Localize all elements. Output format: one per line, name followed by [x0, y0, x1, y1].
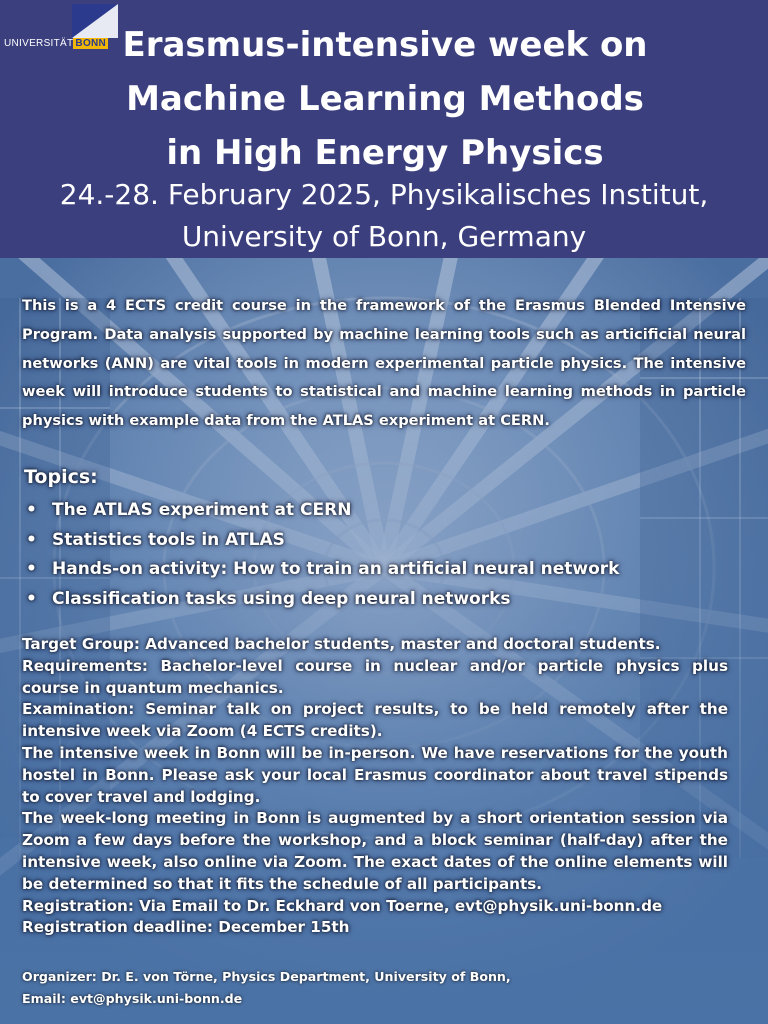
topic-item — [24, 555, 748, 585]
poster-content — [0, 258, 768, 1024]
examination: Examination: Seminar talk on project results, to be held remotely after the intensive week via Zoom (4 ECTS credits). — [22, 700, 728, 741]
topic-item — [24, 526, 748, 556]
topic-text: Classification tasks using deep neural networks — [52, 588, 511, 609]
logo-text-main: UNIVERSITÄT — [4, 38, 74, 49]
header-banner — [0, 0, 768, 258]
topic-item — [24, 585, 748, 615]
organizer-footer — [22, 966, 742, 1010]
registration-info: Registration: Via Email to Dr. Eckhard von Toerne, evt@physik.uni-bonn.de — [22, 896, 663, 915]
title-line: in High Energy Physics — [166, 133, 604, 173]
poster-title — [80, 18, 690, 180]
topics-list — [24, 496, 748, 614]
organizer-line: Organizer: Dr. E. von Törne, Physics Department, University of Bonn, — [22, 969, 511, 984]
requirements: Requirements: Bachelor-level course in nuclear and/or particle physics plus course in quantum mechanics. — [22, 656, 728, 697]
bullet-icon: • — [26, 529, 37, 550]
subtitle-line: 24.-28. February 2025, Physikalisches Institut, — [59, 178, 709, 211]
organizer-email: Email: evt@physik.uni-bonn.de — [22, 991, 243, 1006]
date-location — [20, 174, 748, 258]
topic-item — [24, 496, 748, 526]
registration-deadline: Registration deadline: December 15th — [22, 918, 350, 937]
logo-text-accent: BONN — [75, 38, 107, 49]
subtitle-line: University of Bonn, Germany — [181, 220, 587, 253]
topic-text: The ATLAS experiment at CERN — [52, 500, 352, 520]
online-sessions-info: The week-long meeting in Bonn is augmented by a short orientation session via Zoom a few days before the workshop, and a block seminar (half-day) after the intensive week, also online via Zoom. The exact dates of the online elements will be determined so that it fits the schedule of all participants. — [22, 809, 728, 893]
course-details — [22, 634, 728, 939]
topics-heading: Topics: — [24, 466, 98, 488]
bullet-icon: • — [26, 588, 37, 609]
bullet-icon: • — [26, 500, 37, 520]
title-line: Erasmus-intensive week on — [122, 25, 648, 65]
topic-text: Statistics tools in ATLAS — [52, 529, 285, 550]
bullet-icon: • — [26, 559, 37, 579]
target-group: Target Group: Advanced bachelor students, master and doctoral students. — [22, 635, 661, 653]
intro-paragraph: This is a 4 ECTS credit course in the framework of the Erasmus Blended Intensive Program. Data analysis supported by machine learning tools such as articificial neural networks (ANN) are vital tools in modern experimental particle physics. The intensive week will introduce students to statistical and machine learning methods in particle physics with example data from the ATLAS experiment at CERN. — [22, 297, 746, 430]
in-person-info: The intensive week in Bonn will be in-person. We have reservations for the youth hostel in Bonn. Please ask your local Erasmus coordinator about travel stipends to cover travel and lodging. — [22, 743, 728, 806]
topic-text: Hands-on activity: How to train an artificial neural network — [52, 559, 620, 579]
title-line: Machine Learning Methods — [126, 79, 644, 119]
